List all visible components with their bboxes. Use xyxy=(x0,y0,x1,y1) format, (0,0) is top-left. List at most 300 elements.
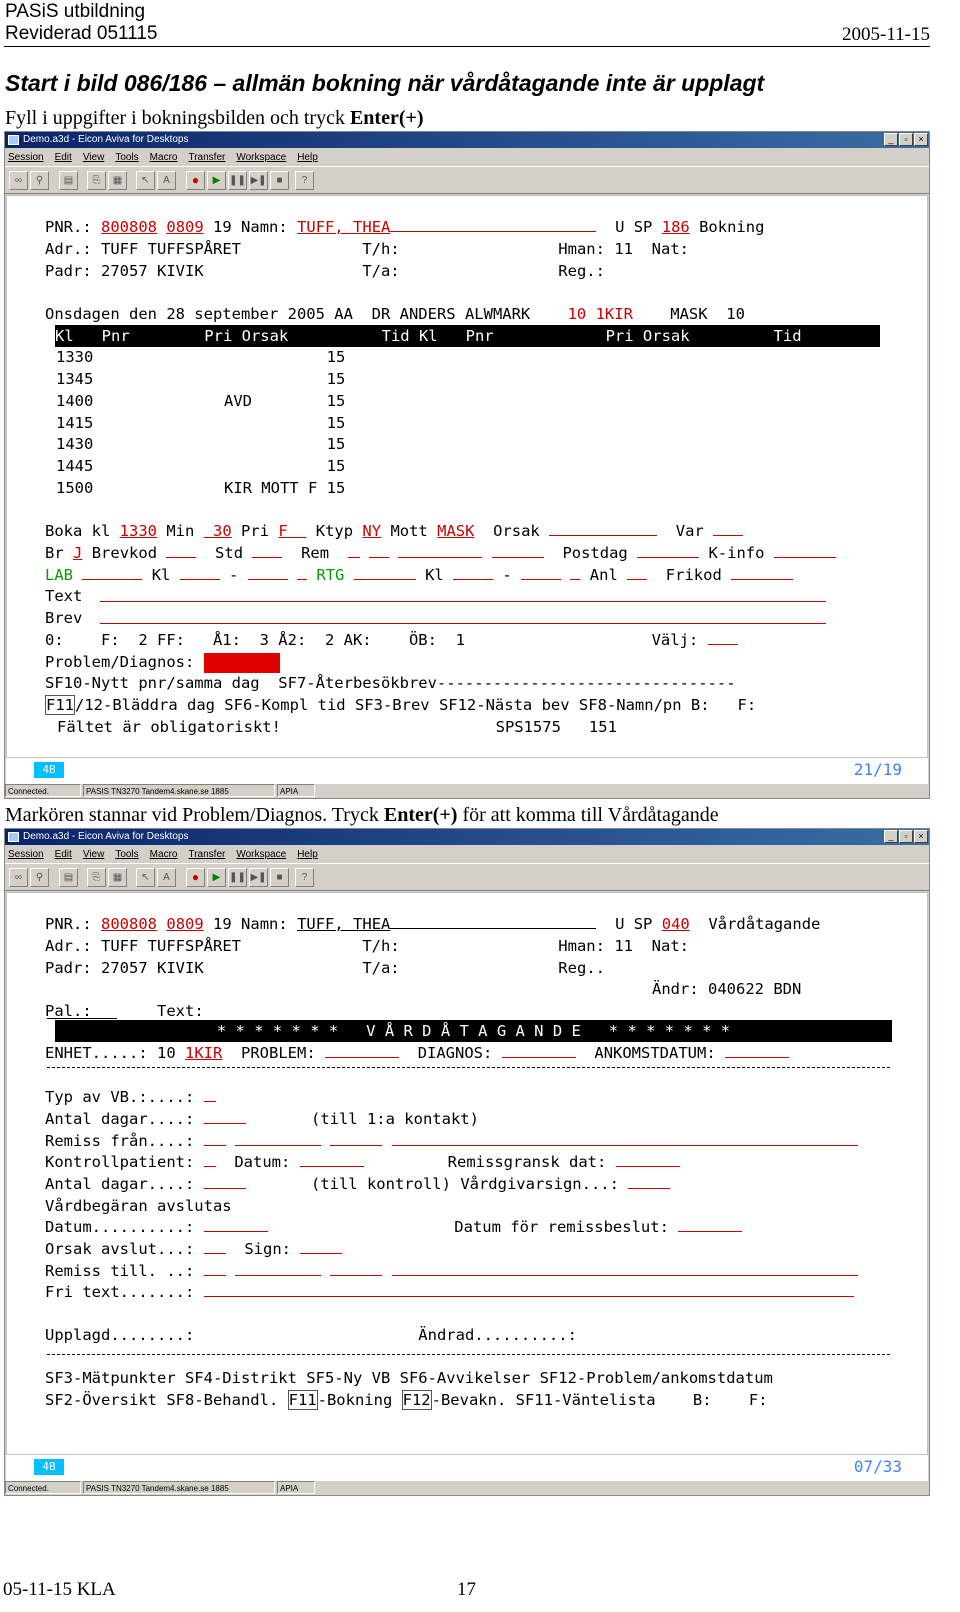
menu-transfer[interactable]: Transfer xyxy=(188,849,226,860)
slot-time: 1400 xyxy=(56,392,94,410)
menu-help[interactable]: Help xyxy=(297,849,318,860)
slot-time: 1430 xyxy=(56,435,94,453)
function-keys-line-1: SF10-Nytt pnr/samma dag SF7-Återbesökbrev-------------------------------- xyxy=(45,674,736,692)
help-icon[interactable]: ? xyxy=(295,868,314,887)
disconnect-icon[interactable]: ⚲ xyxy=(30,868,49,887)
padr-label: Padr: xyxy=(45,262,92,280)
rtg-kl-field-3[interactable] xyxy=(570,565,580,580)
row-lab: LAB Kl - RTG Kl - Anl Frikod xyxy=(45,564,793,586)
status-session: PASIS TN3270 Tandem4.skane.se 1885 xyxy=(83,784,275,797)
rem-label: Rem xyxy=(301,544,330,562)
instruction-1-text: Fyll i uppgifter i bokningsbilden och tryck xyxy=(5,107,350,129)
u-sp-label: U SP xyxy=(615,218,653,236)
pnr-part-1[interactable]: 800808 xyxy=(101,218,158,236)
lab-label: LAB xyxy=(45,566,73,584)
problem-field[interactable] xyxy=(325,1043,399,1058)
status-connection: Connected. xyxy=(5,1481,81,1494)
rtg-kl-field-1[interactable] xyxy=(453,565,493,580)
namn-field-line xyxy=(390,217,596,232)
mott-label: Mott xyxy=(390,522,428,540)
f11-key[interactable]: F11 xyxy=(288,1391,317,1409)
row-function-keys-1 xyxy=(45,1367,773,1389)
hman-label: Hman: xyxy=(558,240,605,258)
remiss-till-field-3[interactable] xyxy=(330,1261,382,1276)
slot-row[interactable] xyxy=(56,433,345,455)
screen-code[interactable]: 040 xyxy=(661,915,690,933)
function-keys-line-1: SF3-Mätpunkter SF4-Distrikt SF5-Ny VB SF6-Avvikelser SF12-Problem/ankomstdatum xyxy=(45,1369,773,1387)
std-field[interactable] xyxy=(252,543,282,558)
row-padr xyxy=(45,260,605,282)
hman-label: Hman: xyxy=(558,937,605,955)
row-remiss-fran xyxy=(45,1130,858,1152)
frikod-label: Frikod xyxy=(665,566,722,584)
hman-value: 11 xyxy=(614,240,633,258)
pointer-icon[interactable]: ↖ xyxy=(136,868,155,887)
adr-value: TUFF TUFFSPÅRET xyxy=(101,240,241,258)
row-function-keys-2 xyxy=(45,1389,768,1411)
function-keys-line-2c: -Bevakn. SF11-Väntelista B: F: xyxy=(431,1391,768,1409)
lab-kl-field-3[interactable] xyxy=(297,565,307,580)
menu-macro[interactable]: Macro xyxy=(149,849,178,860)
std-label: Std xyxy=(215,544,244,562)
row-pnr xyxy=(45,216,764,238)
antal-dagar-2-label: Antal dagar....: xyxy=(45,1175,195,1193)
datum-remissbeslut-field[interactable] xyxy=(678,1217,742,1232)
status-session: PASIS TN3270 Tandem4.skane.se 1885 xyxy=(83,1481,275,1494)
f11-key[interactable]: F11 xyxy=(46,696,74,714)
instruction-2 xyxy=(5,803,719,827)
menu-workspace[interactable]: Workspace xyxy=(236,849,287,860)
br-label: Br xyxy=(45,544,64,562)
font-icon[interactable]: A xyxy=(157,171,176,190)
ta-label: T/a: xyxy=(362,959,400,977)
instruction-1-key: Enter(+) xyxy=(349,107,424,129)
boka-kl-label: Boka kl xyxy=(45,522,111,540)
boka-kl-field[interactable]: 1330 xyxy=(119,522,157,540)
mott-field[interactable]: MASK xyxy=(437,522,475,540)
namn-field-line xyxy=(390,914,596,929)
slot-time: 1415 xyxy=(56,414,94,432)
pnr-part-3: 19 xyxy=(213,915,232,933)
slot-time: 1330 xyxy=(56,348,94,366)
cursor-position: 07/33 xyxy=(853,1457,902,1476)
orsak-label: Orsak xyxy=(493,522,540,540)
terminal-screen-vardatagande xyxy=(6,892,928,1455)
font-icon[interactable]: A xyxy=(157,868,176,887)
sps-code: SPS1575 151 xyxy=(495,718,617,736)
text-label: Text: xyxy=(157,1002,204,1020)
adr-label: Adr.: xyxy=(45,937,92,955)
help-icon[interactable]: ? xyxy=(295,171,314,190)
pnr-label: PNR.: xyxy=(45,915,92,933)
function-keys-line-2: /12-Bläddra dag SF6-Kompl tid SF3-Brev SF12-Nästa bev SF8-Namn/pn B: F: xyxy=(75,696,757,714)
slot-duration: 15 xyxy=(326,479,346,497)
adr-label: Adr.: xyxy=(45,240,92,258)
th-label: T/h: xyxy=(362,240,400,258)
remiss-fran-field-4[interactable] xyxy=(392,1131,858,1146)
window-titlebar xyxy=(5,829,929,845)
row-adr xyxy=(45,238,689,260)
pnr-part-2[interactable]: 0809 xyxy=(166,218,204,236)
pri-value: F xyxy=(278,522,288,540)
orsak-avslut-label: Orsak avslut...: xyxy=(45,1240,195,1258)
row-orsak-avslut xyxy=(45,1238,342,1260)
instruction-1 xyxy=(5,106,424,130)
enhet-number: 10 xyxy=(157,1044,176,1062)
remiss-till-label: Remiss till. ..: xyxy=(45,1262,195,1280)
status-bar xyxy=(5,1481,929,1495)
valj-field[interactable] xyxy=(708,630,738,645)
remiss-fran-label: Remiss från....: xyxy=(45,1132,195,1150)
row-br xyxy=(45,542,836,564)
toolbar xyxy=(5,863,929,891)
revision-label: Reviderad 051115 xyxy=(5,23,158,44)
diagnos-label: DIAGNOS: xyxy=(417,1044,493,1062)
pnr-part-2[interactable]: 0809 xyxy=(166,915,204,933)
brevkod-field[interactable] xyxy=(166,543,196,558)
function-keys-line-2b: -Bokning xyxy=(317,1391,402,1409)
unit-code: 10 1KIR xyxy=(567,305,633,323)
oia-indicator: 4B xyxy=(34,1459,64,1475)
pri-label: Pri xyxy=(241,522,270,540)
lab-kl-field-1[interactable] xyxy=(180,565,220,580)
padr-label: Padr: xyxy=(45,959,92,977)
minimize-button[interactable]: _ xyxy=(884,830,898,843)
column-header-right: Kl Pnr Pri Orsak Tid xyxy=(418,327,802,345)
ktyp-label: Ktyp xyxy=(315,522,354,540)
menu-tools[interactable]: Tools xyxy=(115,849,139,860)
f12-key[interactable]: F12 xyxy=(402,1391,431,1409)
datum-remissbeslut-label: Datum för remissbeslut: xyxy=(454,1218,669,1236)
var-label: Var xyxy=(675,522,704,540)
enhet-label: ENHET.....: xyxy=(45,1044,148,1062)
andr-value: 040622 BDN xyxy=(708,980,802,998)
menu-edit[interactable]: Edit xyxy=(54,152,72,163)
datum-2-field[interactable] xyxy=(204,1217,268,1232)
slot-row[interactable] xyxy=(56,477,345,499)
adr-value: TUFF TUFFSPÅRET xyxy=(101,937,241,955)
reg-label: Reg.. xyxy=(558,959,605,977)
row-padr xyxy=(45,957,605,979)
rem-field-3[interactable] xyxy=(398,543,482,558)
play-icon[interactable]: ▶ xyxy=(207,171,226,190)
rem-field-2[interactable] xyxy=(369,543,389,558)
pnr-part-1[interactable]: 800808 xyxy=(101,915,158,933)
fri-text-field[interactable] xyxy=(204,1282,854,1297)
typ-field[interactable] xyxy=(204,1087,216,1102)
slot-duration: 15 xyxy=(326,414,346,432)
typ-label: Typ av VB.:....: xyxy=(45,1088,195,1106)
th-label: T/h: xyxy=(362,937,400,955)
document-title: PASiS utbildning xyxy=(5,1,146,22)
menu-help[interactable]: Help xyxy=(297,152,318,163)
padr-value: 27057 KIVIK xyxy=(101,959,204,977)
remiss-fran-field-2[interactable] xyxy=(235,1131,321,1146)
menu-edit[interactable]: Edit xyxy=(54,849,72,860)
antal-dagar-field[interactable] xyxy=(204,1109,246,1124)
copy-icon[interactable]: ⎘ xyxy=(87,171,106,190)
problem-diagnos-field[interactable] xyxy=(204,653,280,673)
screen-name: Vårdåtagande xyxy=(708,915,821,933)
stop-icon[interactable]: ■ xyxy=(270,171,289,190)
sign-field[interactable] xyxy=(300,1239,342,1254)
pause-icon[interactable]: ❚❚ xyxy=(228,171,247,190)
remiss-fran-field-3[interactable] xyxy=(330,1131,382,1146)
paste-icon[interactable]: ▦ xyxy=(108,868,127,887)
namn-value[interactable]: TUFF, THEA xyxy=(297,218,391,236)
ktyp-field[interactable]: NY xyxy=(362,522,382,540)
connect-icon[interactable]: ∞ xyxy=(9,868,28,887)
kinfo-field[interactable] xyxy=(774,543,836,558)
divider xyxy=(47,1354,890,1355)
slot-row[interactable] xyxy=(56,346,345,368)
postdag-label: Postdag xyxy=(562,544,628,562)
pnr-part-3: 19 xyxy=(213,218,232,236)
remiss-till-field-2[interactable] xyxy=(235,1261,321,1276)
pointer-icon[interactable]: ↖ xyxy=(136,171,155,190)
rtg-kl-field-2[interactable] xyxy=(521,565,561,580)
row-day-header xyxy=(45,303,745,325)
column-header-left: Kl Pnr Pri Orsak Tid xyxy=(55,327,410,345)
menu-transfer[interactable]: Transfer xyxy=(188,152,226,163)
nat-label: Nat: xyxy=(651,240,689,258)
menu-session[interactable]: Session xyxy=(8,849,44,860)
footer-author-date: 05-11-15 KLA xyxy=(3,1579,116,1600)
rem-field-4[interactable] xyxy=(492,543,544,558)
record-icon[interactable]: ● xyxy=(186,171,205,190)
row-avslutas xyxy=(45,1195,232,1217)
row-sf-keys xyxy=(45,694,756,716)
lab-kl-field-2[interactable] xyxy=(248,565,288,580)
ankomstdatum-field[interactable] xyxy=(725,1043,789,1058)
menu-view[interactable]: View xyxy=(82,849,105,860)
till-forsta-note: (till 1:a kontakt) xyxy=(310,1110,479,1128)
remiss-till-field-1[interactable] xyxy=(204,1261,226,1276)
window-titlebar xyxy=(5,132,929,148)
status-bar xyxy=(5,784,929,798)
app-icon xyxy=(8,135,19,145)
anl-label: Anl xyxy=(589,566,618,584)
padr-value: 27057 KIVIK xyxy=(101,262,204,280)
pri-field[interactable] xyxy=(278,522,306,540)
row-fri-text xyxy=(45,1281,854,1303)
step-icon[interactable]: ▶❚ xyxy=(249,171,268,190)
play-icon[interactable]: ▶ xyxy=(207,868,226,887)
pal-label: Pal.: xyxy=(45,1002,92,1020)
pal-field[interactable] xyxy=(47,1018,117,1019)
maximize-button[interactable]: ▫ xyxy=(899,133,913,146)
slot-duration: 15 xyxy=(326,457,346,475)
cursor-position: 21/19 xyxy=(853,760,902,779)
row-pnr xyxy=(45,913,820,935)
row-datum-2 xyxy=(45,1216,742,1238)
remiss-till-field-4[interactable] xyxy=(392,1261,858,1276)
min-field[interactable] xyxy=(204,522,232,540)
andr-label: Ändr: xyxy=(652,980,699,998)
print-icon[interactable]: ▤ xyxy=(59,868,78,887)
menu-bar xyxy=(5,149,929,166)
anl-field[interactable] xyxy=(627,565,647,580)
lab-kl-label: Kl xyxy=(151,566,171,584)
problem-label: PROBLEM: xyxy=(241,1044,316,1062)
slot-row[interactable] xyxy=(56,412,345,434)
kontrollpatient-label: Kontrollpatient: xyxy=(45,1153,195,1171)
br-field[interactable]: J xyxy=(73,544,83,562)
record-icon[interactable]: ● xyxy=(186,868,205,887)
ta-label: T/a: xyxy=(362,262,400,280)
step-icon[interactable]: ▶❚ xyxy=(249,868,268,887)
row-antal-1 xyxy=(45,1108,479,1130)
remissgransk-label: Remissgransk dat: xyxy=(447,1153,607,1171)
banner-text: * * * * * * * V Å R D Å T A G A N D E * * * * * * * xyxy=(216,1022,731,1040)
screen-code[interactable]: 186 xyxy=(661,218,690,236)
slot-duration: 15 xyxy=(326,392,346,410)
kinfo-label: K-info xyxy=(708,544,765,562)
toolbar xyxy=(5,166,929,194)
stop-icon[interactable]: ■ xyxy=(270,868,289,887)
screen-name: Bokning xyxy=(699,218,765,236)
paste-icon[interactable]: ▦ xyxy=(108,171,127,190)
pause-icon[interactable]: ❚❚ xyxy=(228,868,247,887)
antal-dagar-2-field[interactable] xyxy=(204,1174,246,1189)
andrad-label: Ändrad..........: xyxy=(418,1326,577,1344)
section-heading: Start i bild 086/186 – allmän bokning när vårdåtagande inte är upplagt xyxy=(5,70,765,96)
minimize-button[interactable]: _ xyxy=(884,133,898,146)
ankomstdatum-label: ANKOMSTDATUM: xyxy=(594,1044,716,1062)
print-icon[interactable]: ▤ xyxy=(59,171,78,190)
antal-dagar-label: Antal dagar....: xyxy=(45,1110,195,1128)
copy-icon[interactable]: ⎘ xyxy=(87,868,106,887)
rtg-label: RTG xyxy=(316,566,345,584)
row-remiss-till xyxy=(45,1260,858,1282)
frikod-field[interactable] xyxy=(731,565,793,580)
slot-duration: 15 xyxy=(326,370,346,388)
row-problem xyxy=(45,651,280,673)
reg-label: Reg.: xyxy=(558,262,605,280)
orsak-field[interactable] xyxy=(549,521,657,536)
vardgivarsign-field[interactable] xyxy=(628,1174,670,1189)
slot-duration: 15 xyxy=(326,348,346,366)
slot-reason: AVD xyxy=(223,392,252,410)
document-date: 2005-11-15 xyxy=(842,24,930,45)
namn-value[interactable]: TUFF, THEA xyxy=(297,915,391,933)
window-title: Demo.a3d - Eicon Aviva for Desktops xyxy=(23,134,189,145)
pnr-label: PNR.: xyxy=(45,218,92,236)
brevkod-label: Brevkod xyxy=(91,544,158,562)
row-message xyxy=(57,716,617,738)
mask-label: MASK 10 xyxy=(670,305,745,323)
diagnos-field[interactable] xyxy=(502,1043,576,1058)
menu-view[interactable]: View xyxy=(82,152,105,163)
till-kontroll-note: (till kontroll) xyxy=(310,1175,451,1193)
row-upplagd xyxy=(45,1324,577,1346)
emulator-window-vardatagande xyxy=(4,828,930,1496)
row-kontroll xyxy=(45,1151,680,1173)
remiss-fran-field-1[interactable] xyxy=(204,1131,226,1146)
menu-session[interactable]: Session xyxy=(8,152,44,163)
postdag-field[interactable] xyxy=(637,543,699,558)
slot-time: 1500 xyxy=(56,479,94,497)
maximize-button[interactable]: ▫ xyxy=(899,830,913,843)
menu-workspace[interactable]: Workspace xyxy=(236,152,287,163)
connect-icon[interactable]: ∞ xyxy=(9,171,28,190)
upplagd-label: Upplagd........: xyxy=(45,1326,195,1344)
orsak-avslut-field[interactable] xyxy=(204,1239,226,1254)
brev-field[interactable] xyxy=(100,623,826,624)
instruction-2-text: Markören stannar vid Problem/Diagnos. Tryck xyxy=(5,804,384,826)
enhet-unit[interactable]: 1KIR xyxy=(185,1044,223,1062)
nat-label: Nat: xyxy=(651,937,689,955)
problem-diagnos-label: Problem/Diagnos: xyxy=(45,653,195,671)
status-api: APIA xyxy=(277,784,315,797)
slot-duration: 15 xyxy=(326,435,346,453)
row-antal-2 xyxy=(45,1173,670,1195)
slot-row[interactable] xyxy=(56,455,345,477)
close-button[interactable]: × xyxy=(914,133,928,146)
var-field[interactable] xyxy=(713,521,743,536)
avslutas-label: Vårdbegäran avslutas xyxy=(45,1197,232,1215)
slot-time: 1345 xyxy=(56,370,94,388)
row-text xyxy=(45,585,82,607)
valj-label: Välj: xyxy=(651,631,699,649)
window-title: Demo.a3d - Eicon Aviva for Desktops xyxy=(23,831,189,842)
remissgransk-field[interactable] xyxy=(616,1152,680,1167)
slot-column-header xyxy=(55,325,880,347)
kontrollpatient-field[interactable] xyxy=(204,1152,216,1167)
lab-field[interactable] xyxy=(82,565,142,580)
instruction-2-key: Enter(+) xyxy=(383,804,458,826)
error-message: Fältet är obligatoriskt! xyxy=(57,718,281,736)
status-api: APIA xyxy=(277,1481,315,1494)
u-sp-label: U SP xyxy=(615,915,653,933)
row-brev xyxy=(45,607,82,629)
slot-row[interactable] xyxy=(56,368,345,390)
row-typ xyxy=(45,1086,216,1108)
slot-reason: KIR MOTT F xyxy=(223,479,318,497)
page-number: 17 xyxy=(457,1579,476,1600)
rtg-kl-label: Kl xyxy=(425,566,444,584)
min-value: 30 xyxy=(213,522,232,540)
menu-tools[interactable]: Tools xyxy=(115,152,139,163)
datum-label: Datum: xyxy=(234,1153,291,1171)
menu-bar xyxy=(5,846,929,863)
app-icon xyxy=(8,832,19,842)
row-counts xyxy=(45,629,738,651)
disconnect-icon[interactable]: ⚲ xyxy=(30,171,49,190)
rem-field-1[interactable] xyxy=(348,543,360,558)
namn-label: Namn: xyxy=(241,915,288,933)
row-boka xyxy=(45,520,743,542)
fri-text-label: Fri text.......: xyxy=(45,1283,195,1301)
doctor-name: DR ANDERS ALWMARK xyxy=(371,305,531,323)
row-enhet xyxy=(45,1042,789,1064)
oia-line xyxy=(6,1455,928,1481)
divider xyxy=(47,1067,890,1068)
hman-value: 11 xyxy=(614,937,633,955)
close-button[interactable]: × xyxy=(914,830,928,843)
text-field[interactable] xyxy=(100,601,826,602)
rtg-field[interactable] xyxy=(354,565,416,580)
instruction-2-tail: för att komma till Vårdåtagande xyxy=(457,804,719,826)
menu-macro[interactable]: Macro xyxy=(149,152,178,163)
status-connection: Connected. xyxy=(5,784,81,797)
terminal-screen-booking xyxy=(6,195,928,758)
row-adr xyxy=(45,935,689,957)
slot-row[interactable] xyxy=(56,390,345,412)
row-sf10 xyxy=(45,672,736,694)
sign-label: Sign: xyxy=(244,1240,291,1258)
datum-field[interactable] xyxy=(300,1152,364,1167)
